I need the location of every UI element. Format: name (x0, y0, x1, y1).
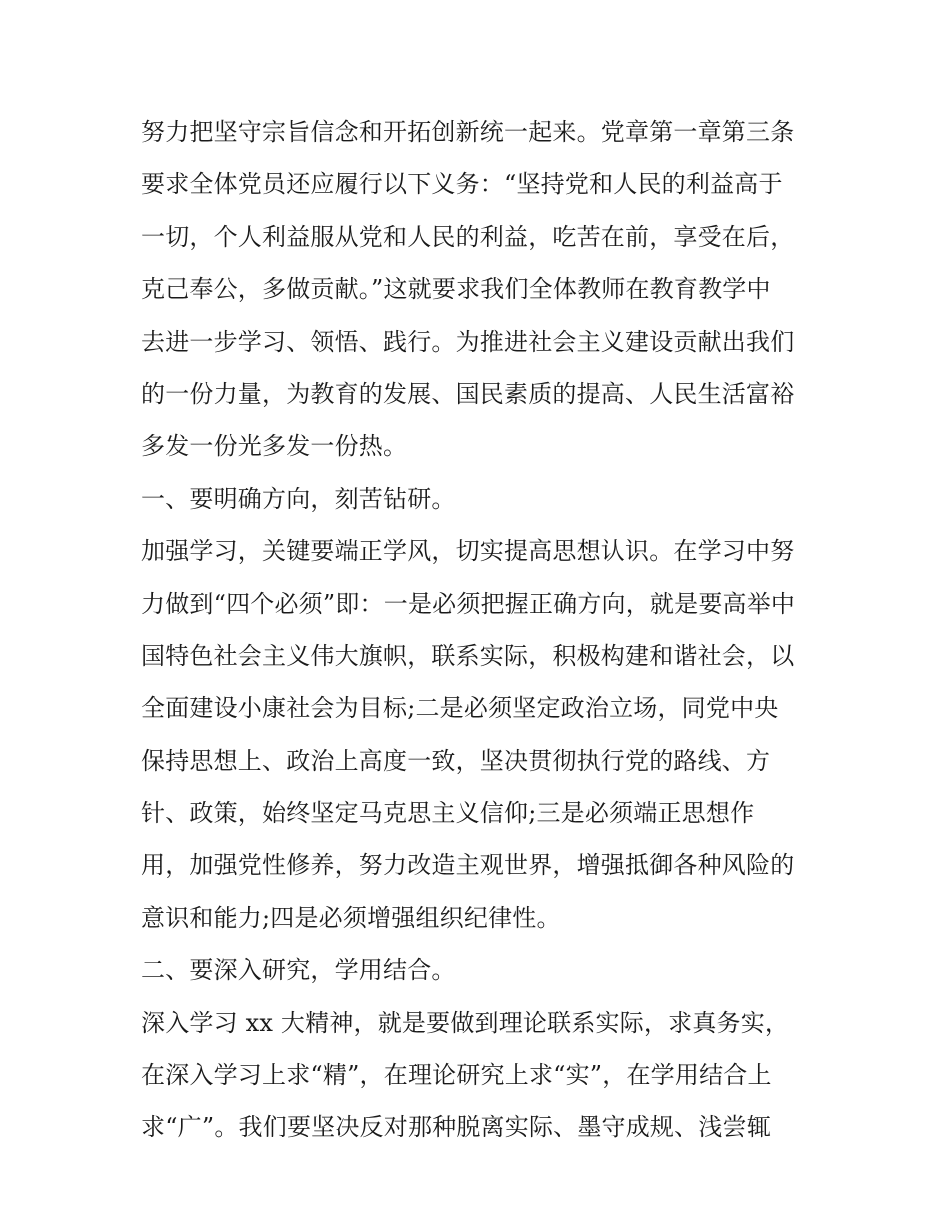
text-line: 用，加强党性修养，努力改造主观世界，增强抵御各种风险的 (141, 851, 795, 880)
text-line: 国特色社会主义伟大旗帜，联系实际，积极构建和谐社会，以 (141, 641, 795, 670)
text-line: 努力把坚守宗旨信念和开拓创新统一起来。党章第一章第三条 (141, 118, 795, 146)
section-heading: 一、要明确方向，刻苦钻研。 (141, 484, 456, 513)
text-line: 多发一份光多发一份热。 (141, 432, 408, 461)
text-line: 的一份力量，为教育的发展、国民素质的提高、人民生活富裕 (141, 379, 795, 408)
section-heading: 二、要深入研究，学用结合。 (141, 956, 456, 985)
text-line: 一切，个人利益服从党和人民的利益，吃苦在前，享受在后， (141, 222, 795, 251)
document-body (141, 106, 821, 1154)
text-line: 力做到“四个必须”即：一是必须把握正确方向，就是要高举中 (141, 589, 796, 618)
text-line: 要求全体党员还应履行以下义务：“坚持党和人民的利益高于 (141, 170, 783, 199)
text-line: 求“广”。我们要坚决反对那种脱离实际、墨守成规、浅尝辄 (141, 1113, 771, 1142)
text-line: 保持思想上、政治上高度一致，坚决贯彻执行党的路线、方 (141, 746, 771, 775)
text-line: 深入学习 xx 大精神，就是要做到理论联系实际，求真务实， (141, 1008, 790, 1037)
text-line: 加强学习，关键要端正学风，切实提高思想认识。在学习中努 (141, 537, 795, 566)
text-line: 全面建设小康社会为目标;二是必须坚定政治立场，同党中央 (141, 694, 779, 723)
text-line: 意识和能力;四是必须增强组织纪律性。 (141, 903, 561, 932)
text-line: 在深入学习上求“精”，在理论研究上求“实”，在学用结合上 (141, 1061, 772, 1090)
text-line: 针、政策，始终坚定马克思主义信仰;三是必须端正思想作 (141, 799, 755, 828)
text-line: 克己奉公，多做贡献。”这就要求我们全体教师在教育教学中 (141, 275, 771, 304)
text-line: 去进一步学习、领悟、践行。为推进社会主义建设贡献出我们 (141, 327, 795, 356)
